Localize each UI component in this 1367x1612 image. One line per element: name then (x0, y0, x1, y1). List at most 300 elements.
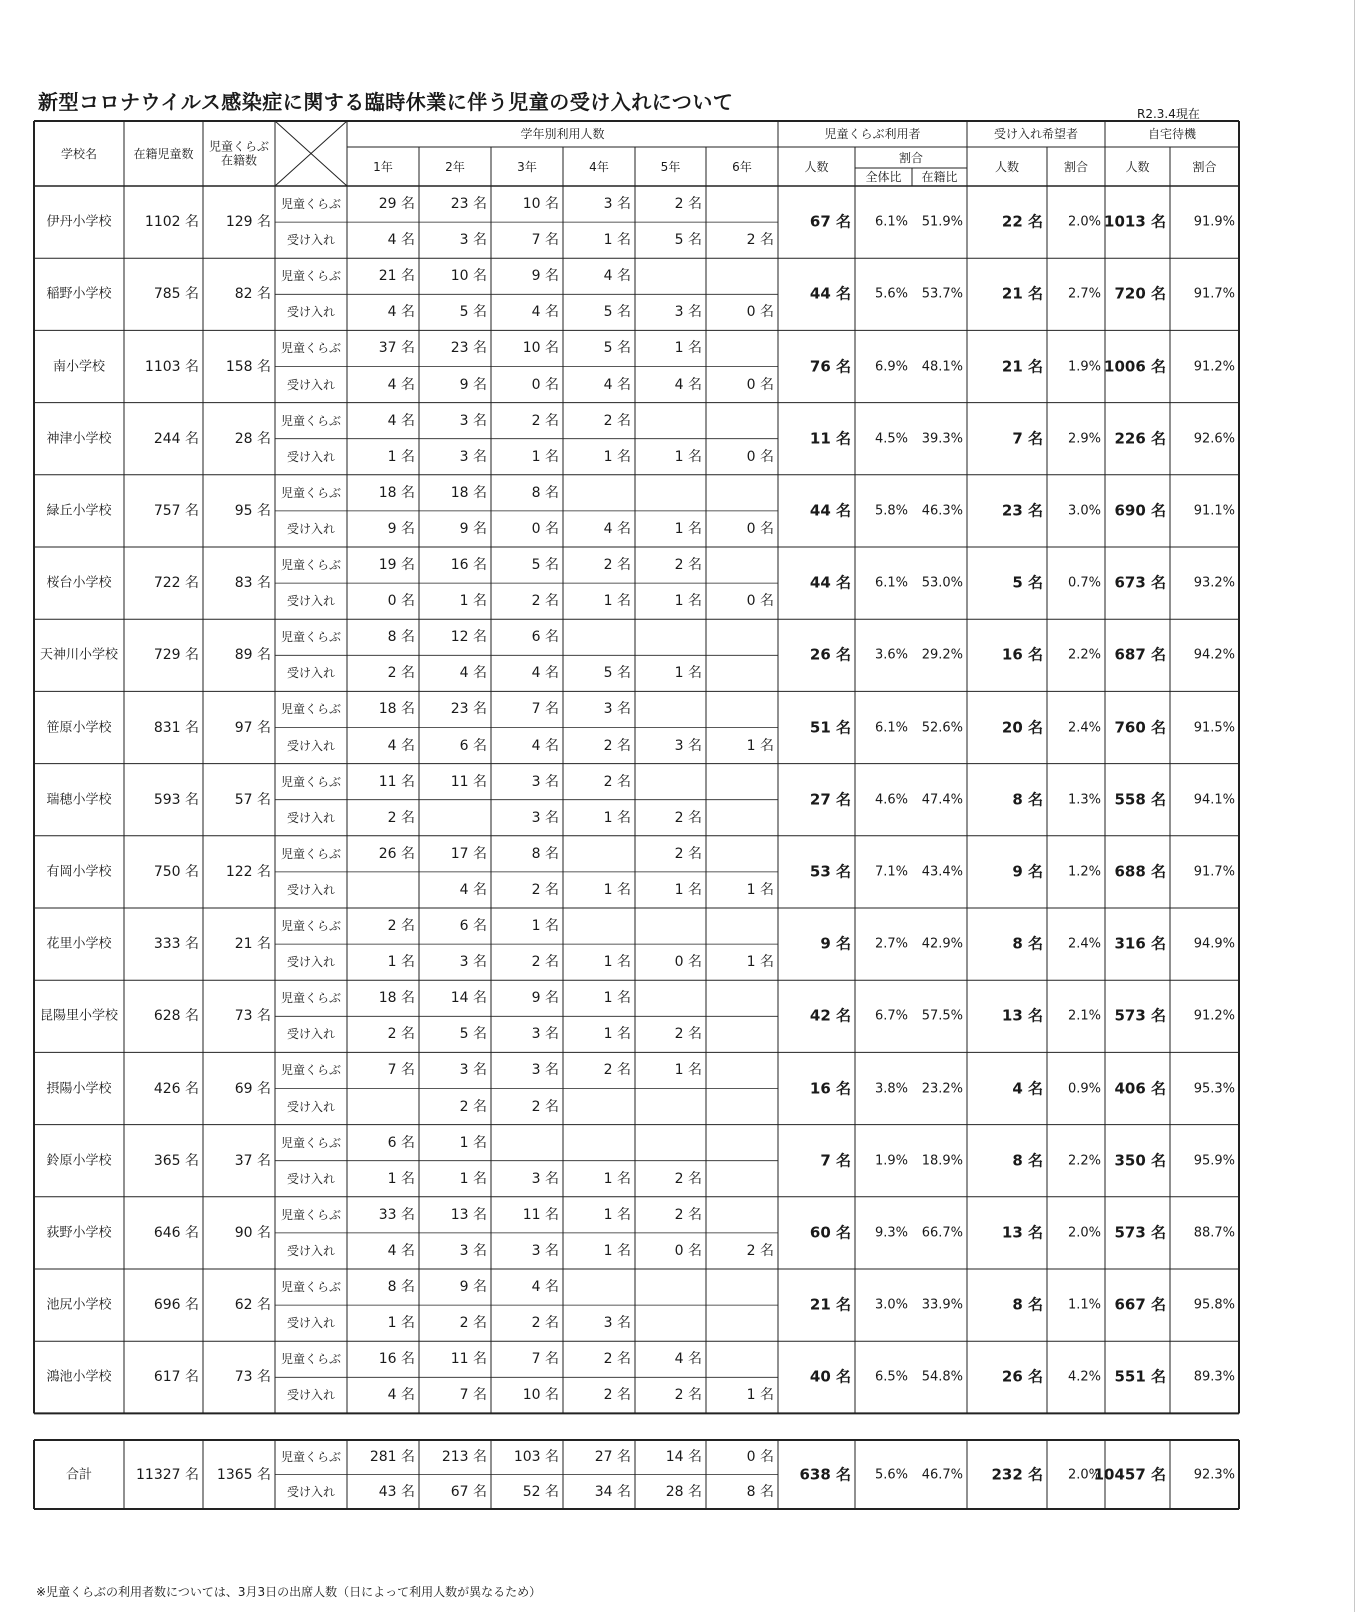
club-enrolled: 97 名 (234, 719, 271, 736)
ratio-total: 6.9% (874, 359, 908, 374)
row-label-club: 児童くらぶ (280, 341, 342, 356)
header-grade-4: 4年 (589, 159, 609, 174)
enrolled-count: 244 名 (153, 430, 199, 447)
accept-grade-2: 9 名 (459, 376, 487, 393)
club-grade-3: 1 名 (531, 918, 559, 935)
club-grade-1: 18 名 (378, 701, 415, 718)
hope-ratio: 2.2% (1067, 1153, 1101, 1169)
row-label-accept: 受け入れ (286, 882, 336, 897)
school-name: 鴻池小学校 (46, 1369, 112, 1385)
home-count: 687 名 (1114, 645, 1166, 664)
club-grade-1: 7 名 (387, 1062, 415, 1079)
accept-grade-5: 2 名 (674, 1026, 702, 1043)
home-count: 551 名 (1114, 1367, 1166, 1386)
club-grade-1: 33 名 (378, 1206, 415, 1223)
accept-grade-6: 0 名 (746, 304, 774, 321)
ratio-total: 2.7% (874, 936, 908, 952)
row-label-accept: 受け入れ (286, 1099, 336, 1114)
home-ratio: 91.2% (1193, 359, 1235, 374)
ratio-total: 6.5% (874, 1369, 908, 1385)
club-enrolled: 89 名 (234, 647, 271, 664)
club-enrolled: 83 名 (234, 575, 271, 592)
club-enrolled: 69 名 (234, 1080, 271, 1097)
row-label-club: 児童くらぶ (280, 413, 342, 428)
club-grade-5: 4 名 (674, 1351, 702, 1368)
club-enrolled: 62 名 (234, 1297, 271, 1314)
accept-grade-6: 8 名 (746, 1483, 774, 1500)
club-grade-1: 18 名 (378, 484, 415, 501)
enrolled-count: 426 名 (153, 1080, 199, 1097)
accept-grade-6: 0 名 (746, 593, 774, 610)
header-ratio-enrolled: 在籍比 (921, 170, 958, 184)
accept-grade-5: 4 名 (674, 376, 702, 393)
club-grade-3: 6 名 (531, 629, 559, 646)
home-count: 573 名 (1114, 1006, 1166, 1025)
club-user-count: 44 名 (809, 284, 851, 303)
club-grade-2: 11 名 (450, 1351, 487, 1368)
ratio-enrolled: 39.3% (921, 431, 963, 447)
club-enrolled: 95 名 (234, 502, 271, 519)
club-enrolled: 82 名 (234, 286, 271, 303)
club-grade-2: 23 名 (450, 340, 487, 357)
accept-grade-4: 1 名 (603, 809, 631, 826)
home-ratio: 94.2% (1193, 647, 1235, 663)
school-name: 伊丹小学校 (46, 214, 112, 230)
row-label-accept: 受け入れ (286, 1388, 336, 1403)
club-user-count: 11 名 (809, 429, 851, 448)
row-label-accept: 受け入れ (286, 1484, 336, 1499)
club-grade-3: 8 名 (531, 484, 559, 501)
club-grade-3: 3 名 (531, 773, 559, 790)
hope-count: 8 名 (1012, 934, 1043, 953)
row-label-accept: 受け入れ (286, 738, 336, 753)
accept-grade-5: 1 名 (674, 593, 702, 610)
header-user-count: 人数 (804, 159, 829, 174)
home-count: 690 名 (1114, 501, 1166, 520)
ratio-total: 6.1% (874, 575, 908, 591)
home-count: 667 名 (1114, 1295, 1166, 1314)
accept-grade-1: 4 名 (387, 1242, 415, 1259)
club-grade-1: 4 名 (387, 412, 415, 429)
row-label-club: 児童くらぶ (280, 1280, 342, 1295)
ratio-total: 1.9% (874, 1153, 908, 1169)
accept-grade-2: 2 名 (459, 1315, 487, 1332)
school-name: 荻野小学校 (46, 1225, 112, 1241)
row-label-club: 児童くらぶ (280, 1352, 342, 1367)
hope-ratio: 1.9% (1067, 359, 1101, 374)
enrolled-count: 365 名 (153, 1152, 199, 1169)
header-club-enrolled: 児童くらぶ 在籍数 (208, 139, 270, 168)
ratio-enrolled: 29.2% (921, 647, 963, 663)
school-name: 摂陽小学校 (46, 1081, 112, 1096)
club-grade-2: 13 名 (450, 1206, 487, 1223)
ratio-enrolled: 54.8% (921, 1369, 963, 1385)
row-label-accept: 受け入れ (286, 1243, 336, 1258)
accept-grade-1: 1 名 (387, 954, 415, 971)
hope-count: 23 名 (1001, 501, 1043, 520)
club-grade-2: 18 名 (450, 484, 487, 501)
club-grade-4: 2 名 (603, 773, 631, 790)
club-grade-2: 17 名 (450, 845, 487, 862)
club-grade-3: 7 名 (531, 1351, 559, 1368)
accept-grade-4: 3 名 (603, 1315, 631, 1332)
accept-grade-3: 52 名 (522, 1483, 559, 1500)
home-ratio: 95.9% (1193, 1153, 1235, 1169)
club-grade-3: 103 名 (513, 1449, 559, 1466)
club-user-count: 26 名 (809, 645, 851, 664)
accept-grade-5: 1 名 (674, 448, 702, 465)
accept-grade-1: 2 名 (387, 809, 415, 826)
club-enrolled: 129 名 (225, 214, 271, 231)
hope-ratio: 2.4% (1067, 720, 1101, 735)
enrolled-count: 333 名 (153, 936, 199, 953)
enrolled-count: 628 名 (153, 1008, 199, 1025)
accept-grade-6: 2 名 (746, 1242, 774, 1259)
hope-count: 26 名 (1001, 1367, 1043, 1386)
accept-grade-2: 6 名 (459, 737, 487, 754)
home-count: 226 名 (1114, 429, 1166, 448)
row-label-club: 児童くらぶ (280, 1135, 342, 1150)
home-count: 1013 名 (1104, 212, 1166, 231)
as-of-date: R2.3.4現在 (1137, 107, 1200, 121)
accept-grade-2: 3 名 (459, 1242, 487, 1259)
row-label-club: 児童くらぶ (280, 558, 342, 573)
school-name: 桜台小学校 (46, 575, 112, 591)
accept-grade-2: 67 名 (450, 1483, 487, 1500)
accept-grade-2: 3 名 (459, 448, 487, 465)
club-grade-1: 26 名 (378, 845, 415, 862)
accept-grade-6: 1 名 (746, 954, 774, 971)
home-ratio: 89.3% (1193, 1369, 1235, 1385)
enrolled-count: 750 名 (153, 863, 199, 880)
club-grade-5: 14 名 (665, 1449, 702, 1466)
ratio-enrolled: 53.7% (921, 286, 963, 302)
header-accept-hope: 受け入れ希望者 (993, 127, 1079, 141)
accept-grade-3: 2 名 (531, 593, 559, 610)
accept-grade-1: 1 名 (387, 448, 415, 465)
accept-grade-2: 2 名 (459, 1098, 487, 1115)
club-grade-3: 4 名 (531, 1279, 559, 1296)
row-label-accept: 受け入れ (286, 594, 336, 609)
row-label-accept: 受け入れ (286, 810, 336, 825)
school-name: 花里小学校 (46, 936, 112, 952)
hope-ratio: 1.1% (1067, 1297, 1101, 1313)
club-grade-2: 3 名 (459, 1062, 487, 1079)
club-grade-1: 21 名 (378, 268, 415, 285)
club-grade-3: 10 名 (522, 340, 559, 357)
row-label-accept: 受け入れ (286, 233, 336, 248)
club-enrolled: 21 名 (234, 936, 271, 953)
club-grade-1: 16 名 (378, 1351, 415, 1368)
school-name: 南小学校 (52, 359, 106, 374)
club-grade-2: 23 名 (450, 701, 487, 718)
row-label-accept: 受け入れ (286, 1027, 336, 1042)
header-grade-3: 3年 (517, 159, 537, 174)
ratio-enrolled: 18.9% (921, 1153, 963, 1169)
home-count: 573 名 (1114, 1223, 1166, 1242)
school-name: 鈴原小学校 (46, 1153, 112, 1169)
club-grade-2: 10 名 (450, 268, 487, 285)
club-grade-3: 3 名 (531, 1062, 559, 1079)
club-grade-1: 8 名 (387, 1279, 415, 1296)
club-grade-4: 4 名 (603, 268, 631, 285)
header-grade-5: 5年 (660, 159, 681, 174)
accept-grade-5: 0 名 (674, 1242, 702, 1259)
school-name: 合計 (65, 1467, 93, 1482)
club-grade-1: 37 名 (378, 340, 415, 357)
ratio-enrolled: 66.7% (921, 1225, 963, 1241)
header-school: 学校名 (60, 146, 98, 161)
accept-grade-4: 1 名 (603, 881, 631, 898)
club-grade-1: 11 名 (378, 773, 415, 790)
header-club-users: 児童くらぶ利用者 (824, 127, 921, 141)
school-name: 天神川小学校 (39, 647, 119, 663)
accept-grade-2: 1 名 (459, 1170, 487, 1187)
hope-count: 8 名 (1012, 790, 1043, 809)
club-user-count: 16 名 (809, 1079, 851, 1097)
hope-count: 8 名 (1012, 1151, 1043, 1170)
home-count: 688 名 (1114, 862, 1166, 881)
enrolled-count: 722 名 (153, 575, 199, 592)
accept-grade-6: 0 名 (746, 520, 774, 537)
accept-grade-2: 7 名 (459, 1387, 487, 1404)
accept-grade-1: 2 名 (387, 665, 415, 682)
accept-grade-3: 0 名 (531, 376, 559, 393)
ratio-enrolled: 46.3% (921, 503, 963, 519)
ratio-enrolled: 48.1% (921, 359, 963, 374)
ratio-total: 5.6% (874, 1467, 908, 1482)
header-grade-2: 2年 (445, 159, 465, 174)
home-count: 316 名 (1114, 934, 1166, 953)
club-user-count: 21 名 (809, 1295, 851, 1314)
accept-grade-3: 7 名 (531, 232, 559, 249)
accept-grade-4: 1 名 (603, 954, 631, 971)
club-grade-5: 2 名 (674, 845, 702, 862)
row-label-club: 児童くらぶ (280, 269, 342, 284)
accept-grade-2: 4 名 (459, 665, 487, 682)
accept-grade-2: 5 名 (459, 1026, 487, 1043)
accept-grade-5: 1 名 (674, 881, 702, 898)
row-label-accept: 受け入れ (286, 1316, 336, 1331)
hope-count: 21 名 (1001, 284, 1043, 303)
hope-ratio: 2.1% (1067, 1008, 1101, 1024)
ratio-total: 6.1% (874, 214, 908, 230)
ratio-total: 6.1% (874, 720, 908, 735)
club-grade-3: 11 名 (522, 1206, 559, 1223)
school-name: 昆陽里小学校 (39, 1008, 119, 1024)
club-user-count: 67 名 (809, 212, 851, 231)
header-home: 自宅待機 (1147, 127, 1197, 141)
ratio-enrolled: 51.9% (921, 214, 963, 230)
club-enrolled: 90 名 (234, 1224, 271, 1241)
hope-count: 13 名 (1001, 1006, 1043, 1025)
accept-grade-3: 3 名 (531, 1242, 559, 1259)
row-label-accept: 受け入れ (286, 521, 336, 536)
accept-grade-2: 3 名 (459, 232, 487, 249)
accept-grade-3: 3 名 (531, 1170, 559, 1187)
club-user-count: 76 名 (809, 357, 851, 375)
row-label-accept: 受け入れ (286, 666, 336, 681)
row-label-club: 児童くらぶ (280, 485, 342, 500)
accept-grade-1: 4 名 (387, 232, 415, 249)
home-count: 10457 名 (1093, 1465, 1166, 1483)
accept-grade-5: 2 名 (674, 1170, 702, 1187)
accept-grade-1: 2 名 (387, 1026, 415, 1043)
home-count: 760 名 (1114, 718, 1166, 736)
accept-grade-6: 0 名 (746, 448, 774, 465)
club-user-count: 44 名 (809, 501, 851, 520)
header-ratio: 割合 (898, 150, 924, 165)
hope-count: 8 名 (1012, 1295, 1043, 1314)
ratio-enrolled: 42.9% (921, 936, 963, 952)
ratio-total: 3.6% (874, 647, 908, 663)
club-grade-5: 1 名 (674, 340, 702, 357)
accept-grade-5: 1 名 (674, 665, 702, 682)
club-grade-3: 10 名 (522, 196, 559, 213)
ratio-total: 4.5% (874, 431, 908, 447)
row-label-club: 児童くらぶ (280, 846, 342, 861)
home-ratio: 91.7% (1193, 286, 1235, 302)
row-label-club: 児童くらぶ (280, 197, 342, 212)
accept-grade-4: 4 名 (603, 376, 631, 393)
club-grade-2: 9 名 (459, 1279, 487, 1296)
header-hope-count: 人数 (994, 159, 1020, 174)
accept-grade-4: 1 名 (603, 1242, 631, 1259)
accept-grade-1: 4 名 (387, 304, 415, 321)
accept-grade-1: 4 名 (387, 1387, 415, 1404)
accept-grade-5: 3 名 (674, 304, 702, 321)
accept-grade-5: 3 名 (674, 737, 702, 754)
club-enrolled: 122 名 (225, 863, 271, 880)
club-grade-4: 27 名 (594, 1449, 631, 1466)
header-grade-6: 6年 (732, 159, 752, 174)
hope-ratio: 2.4% (1067, 936, 1101, 952)
club-grade-2: 1 名 (459, 1134, 487, 1151)
school-name: 池尻小学校 (46, 1297, 112, 1313)
club-user-count: 51 名 (809, 718, 851, 736)
club-grade-2: 11 名 (450, 773, 487, 790)
row-label-club: 児童くらぶ (280, 991, 342, 1006)
club-grade-2: 23 名 (450, 196, 487, 213)
club-user-count: 53 名 (809, 862, 851, 881)
accept-grade-3: 1 名 (531, 448, 559, 465)
accept-grade-2: 3 名 (459, 954, 487, 971)
club-grade-2: 3 名 (459, 412, 487, 429)
enrolled-count: 729 名 (153, 647, 199, 664)
accept-grade-4: 4 名 (603, 520, 631, 537)
ratio-total: 3.8% (874, 1081, 908, 1096)
row-label-club: 児童くらぶ (280, 1450, 342, 1465)
club-grade-3: 7 名 (531, 701, 559, 718)
accept-grade-6: 1 名 (746, 737, 774, 754)
header-enrolled: 在籍児童数 (133, 146, 194, 161)
home-ratio: 95.8% (1193, 1297, 1235, 1313)
club-grade-2: 12 名 (450, 629, 487, 646)
club-grade-5: 2 名 (674, 557, 702, 574)
ratio-enrolled: 33.9% (921, 1297, 963, 1313)
club-enrolled: 28 名 (234, 430, 271, 447)
row-label-club: 児童くらぶ (280, 702, 342, 717)
home-ratio: 91.1% (1193, 503, 1235, 519)
accept-grade-1: 1 名 (387, 1315, 415, 1332)
club-grade-3: 9 名 (531, 990, 559, 1007)
home-count: 720 名 (1114, 284, 1166, 303)
club-grade-5: 1 名 (674, 1062, 702, 1079)
accept-grade-4: 1 名 (603, 593, 631, 610)
home-ratio: 95.3% (1193, 1081, 1235, 1096)
accept-grade-3: 10 名 (522, 1387, 559, 1404)
enrolled-count: 11327 名 (136, 1466, 199, 1483)
club-grade-4: 2 名 (603, 557, 631, 574)
row-label-accept: 受け入れ (286, 377, 336, 392)
club-enrolled: 73 名 (234, 1369, 271, 1386)
accept-grade-4: 34 名 (594, 1483, 631, 1500)
club-user-count: 40 名 (809, 1367, 851, 1386)
document-title: 新型コロナウイルス感染症に関する臨時休業に伴う児童の受け入れについて (38, 90, 734, 114)
club-user-count: 638 名 (799, 1465, 851, 1483)
ratio-total: 5.6% (874, 286, 908, 302)
club-user-count: 60 名 (809, 1223, 851, 1242)
club-grade-1: 19 名 (378, 557, 415, 574)
ratio-total: 5.8% (874, 503, 908, 519)
accept-grade-3: 2 名 (531, 954, 559, 971)
hope-ratio: 2.7% (1067, 286, 1101, 302)
home-ratio: 92.6% (1193, 431, 1235, 447)
club-grade-1: 2 名 (387, 918, 415, 935)
row-label-accept: 受け入れ (286, 1171, 336, 1186)
ratio-enrolled: 43.4% (921, 864, 963, 880)
school-name: 有岡小学校 (46, 864, 112, 880)
accept-grade-6: 1 名 (746, 881, 774, 898)
accept-grade-5: 2 名 (674, 809, 702, 826)
enrolled-count: 785 名 (153, 286, 199, 303)
row-label-accept: 受け入れ (286, 305, 336, 320)
club-grade-2: 14 名 (450, 990, 487, 1007)
enrolled-count: 757 名 (153, 502, 199, 519)
header-ratio-total: 全体比 (865, 170, 902, 184)
row-label-club: 児童くらぶ (280, 1207, 342, 1222)
accept-grade-4: 2 名 (603, 1387, 631, 1404)
school-name: 笹原小学校 (46, 720, 112, 735)
club-enrolled: 158 名 (225, 358, 271, 375)
enrolled-count: 1102 名 (144, 214, 199, 231)
accept-grade-6: 0 名 (746, 376, 774, 393)
accept-grade-4: 5 名 (603, 665, 631, 682)
accept-grade-3: 2 名 (531, 1315, 559, 1332)
ratio-enrolled: 57.5% (921, 1008, 963, 1024)
ratio-total: 7.1% (874, 864, 908, 880)
accept-grade-5: 5 名 (674, 232, 702, 249)
hope-ratio: 2.9% (1067, 431, 1101, 447)
home-count: 1006 名 (1104, 357, 1166, 375)
hope-ratio: 1.2% (1067, 864, 1101, 880)
club-grade-3: 8 名 (531, 845, 559, 862)
accept-grade-1: 9 名 (387, 520, 415, 537)
club-grade-4: 2 名 (603, 1062, 631, 1079)
hope-count: 21 名 (1001, 357, 1043, 375)
row-label-club: 児童くらぶ (280, 774, 342, 789)
home-ratio: 91.5% (1193, 720, 1235, 735)
home-count: 673 名 (1114, 573, 1166, 592)
home-ratio: 94.1% (1193, 792, 1235, 808)
ratio-enrolled: 53.0% (921, 575, 963, 591)
club-grade-3: 9 名 (531, 268, 559, 285)
hope-ratio: 0.9% (1067, 1081, 1101, 1096)
accept-grade-5: 2 名 (674, 1387, 702, 1404)
club-enrolled: 57 名 (234, 791, 271, 808)
enrolled-count: 1103 名 (144, 358, 199, 375)
header-home-ratio: 割合 (1192, 159, 1217, 174)
